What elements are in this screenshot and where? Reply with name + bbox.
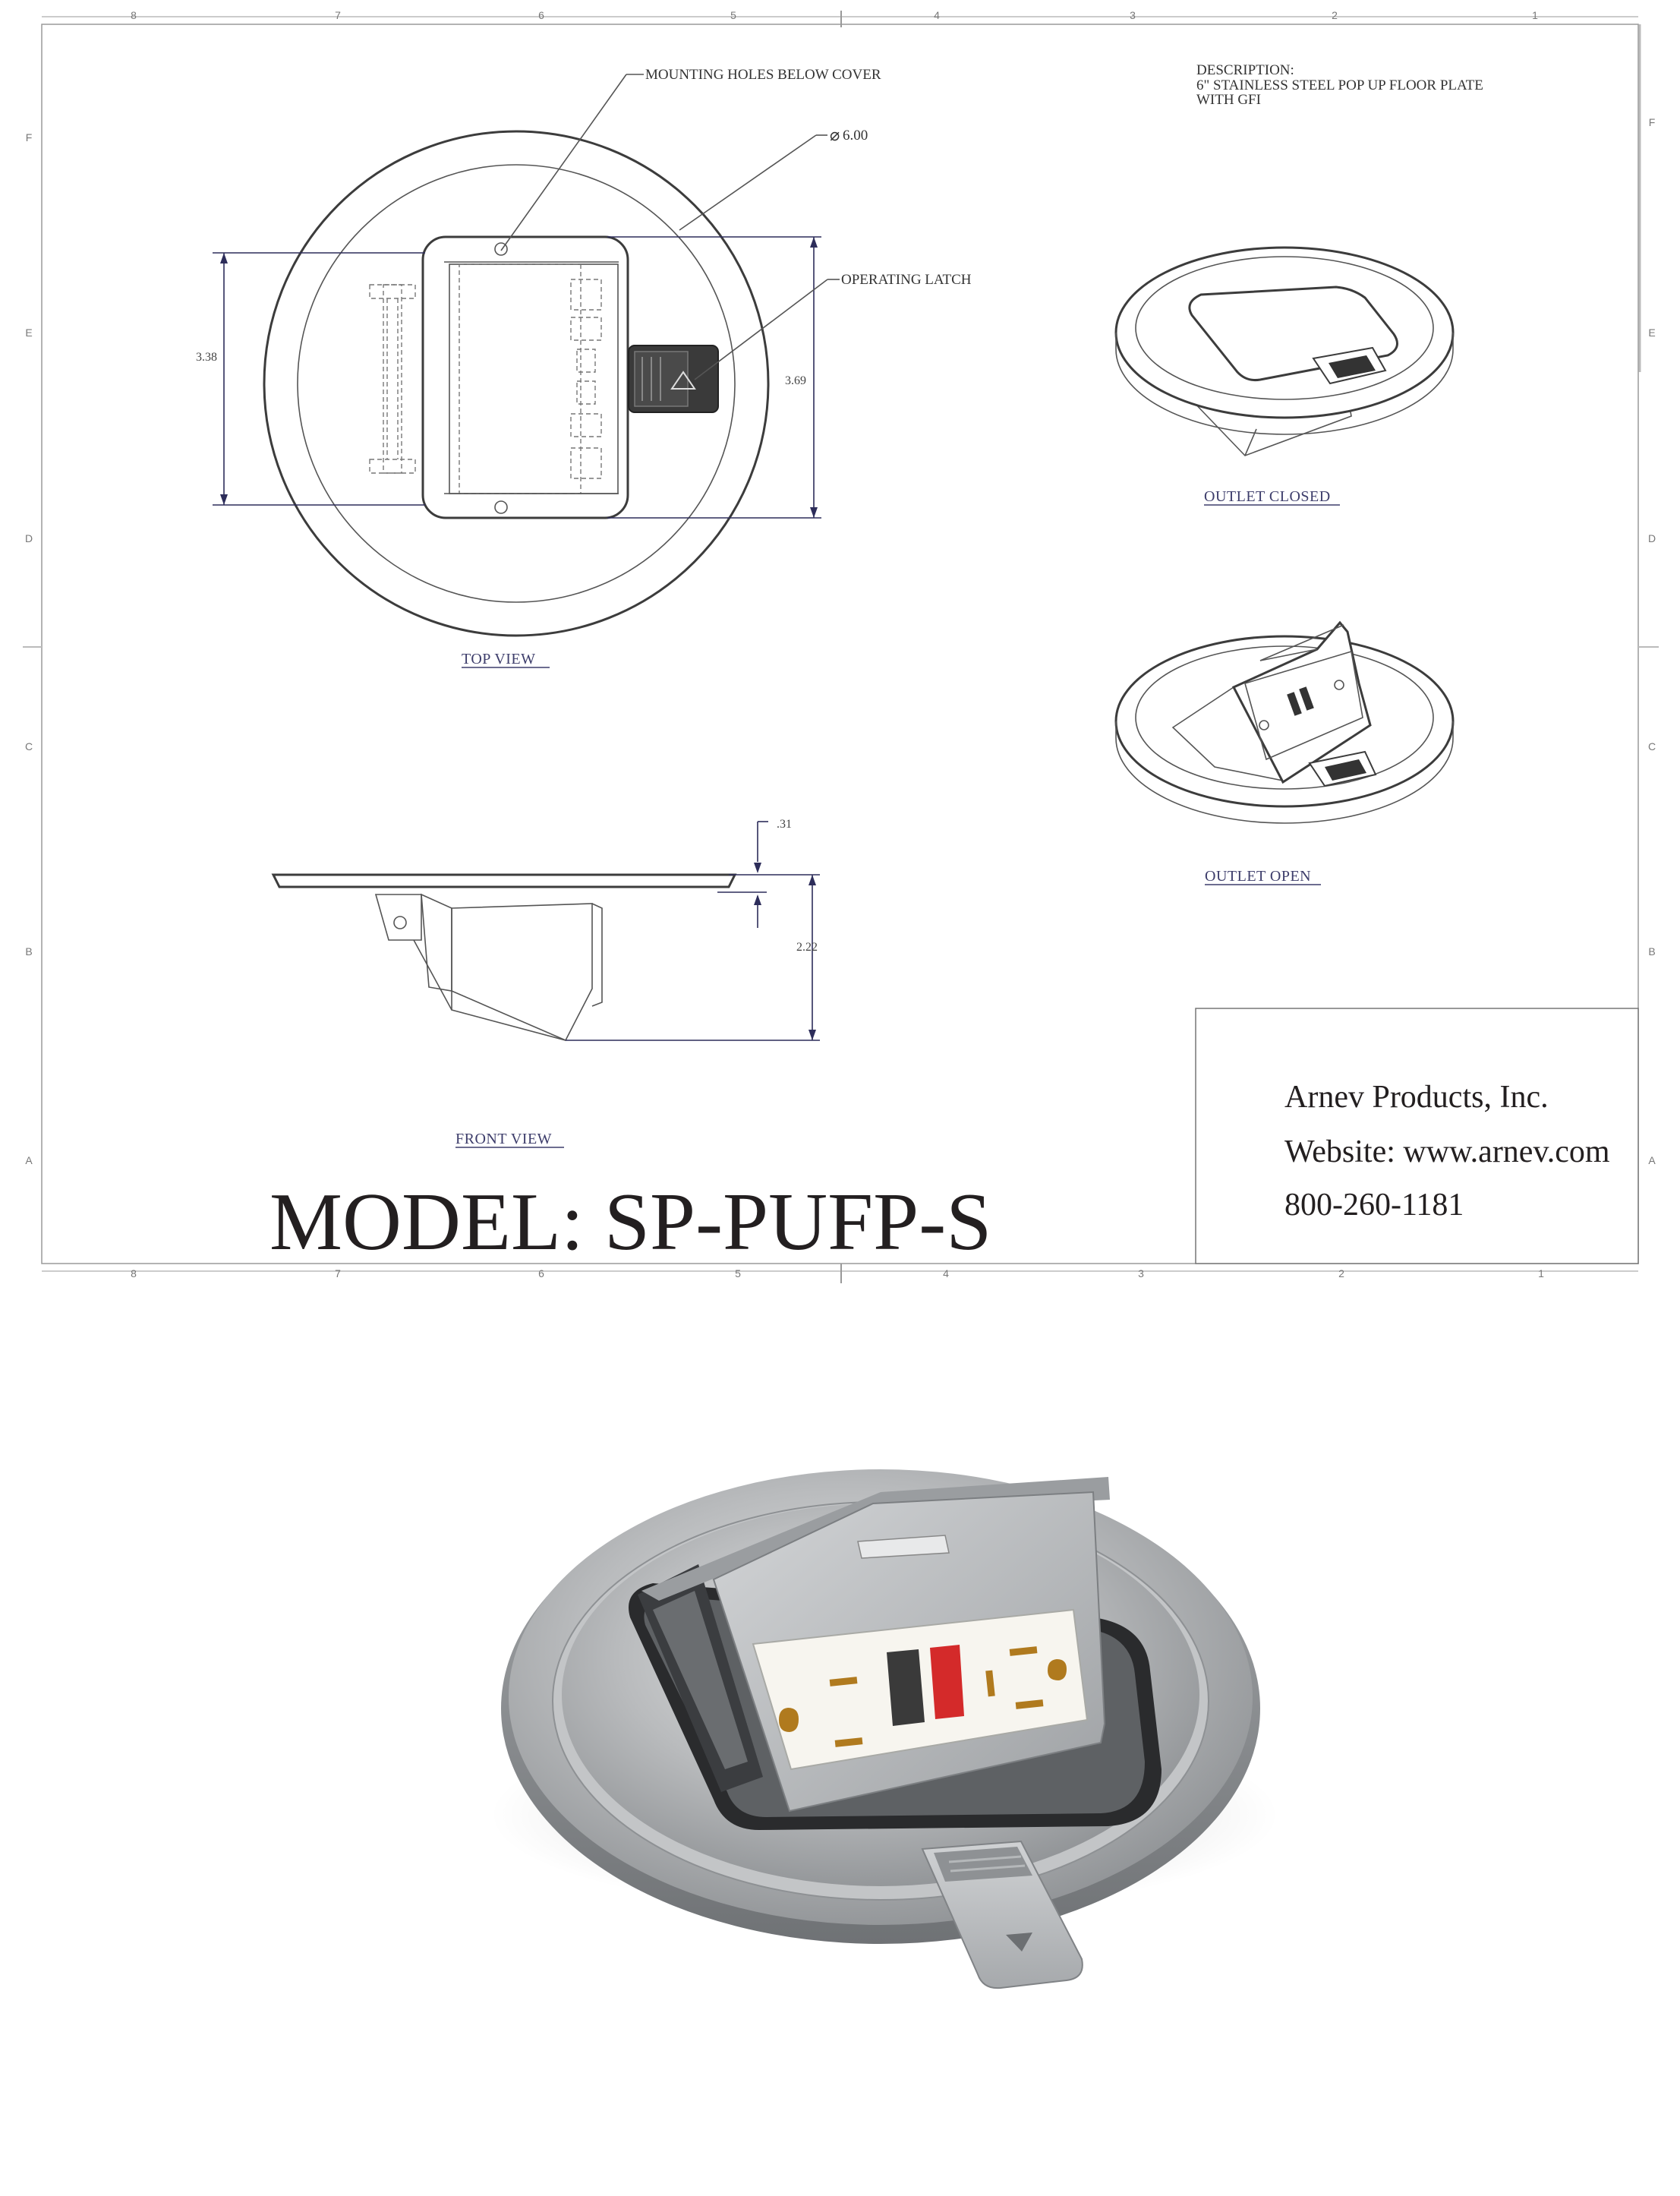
zone-col: 5 [730,9,736,21]
label-outlet-closed: OUTLET CLOSED [1204,488,1331,505]
label-outlet-open: OUTLET OPEN [1205,868,1312,885]
dim-top-right: 3.69 [785,374,806,387]
zone-col: 3 [1138,1267,1144,1279]
zone-row: C [1647,740,1656,753]
zone-columns-bottom [131,1267,1544,1279]
zone-row: A [25,1154,33,1166]
company-website: Website: www.arnev.com [1284,1134,1610,1169]
zone-rows-left [25,131,33,1166]
zone-col: 1 [1538,1267,1544,1279]
zone-col: 4 [943,1267,949,1279]
outlet-closed-drawing [1116,248,1453,456]
zone-col: 8 [131,9,137,21]
zone-row: E [25,327,33,339]
zone-col: 7 [335,9,341,21]
front-view-drawing [273,875,820,1040]
zone-row: B [25,945,33,958]
description-line-1: 6" STAINLESS STEEL POP UP FLOOR PLATE [1196,77,1483,93]
zone-row: F [1648,116,1656,128]
diameter-symbol: ⌀ [830,125,840,144]
callout-operating-latch: OPERATING LATCH [841,272,972,288]
callout-diameter: 6.00 [843,128,868,144]
zone-col: 1 [1532,9,1538,21]
top-view-dimensions [196,237,821,518]
zone-row: B [1648,945,1656,958]
top-view-drawing [264,131,768,636]
front-view-dimensions [717,818,820,1040]
title-block [1196,1008,1638,1264]
mounting-hole-bottom [495,501,507,513]
model-number: MODEL: SP-PUFP-S [269,1177,992,1267]
zone-col: 8 [131,1267,137,1279]
callouts [501,67,972,380]
zone-col: 2 [1338,1267,1344,1279]
zone-col: 6 [538,1267,544,1279]
zone-row: A [1648,1154,1656,1166]
company-name: Arnev Products, Inc. [1284,1080,1549,1115]
label-top-view: TOP VIEW [462,651,536,667]
zone-col: 6 [538,9,544,21]
description-title: DESCRIPTION: [1196,62,1294,78]
outlet-open-drawing [1116,623,1453,823]
dim-top-left: 3.38 [196,351,217,364]
company-phone: 800-260-1181 [1284,1188,1464,1223]
zone-col: 2 [1332,9,1338,21]
zone-row: D [24,532,33,544]
zone-row: D [1647,532,1656,544]
zone-col: 4 [934,9,940,21]
product-photo [490,1469,1279,1988]
callout-mounting-holes: MOUNTING HOLES BELOW COVER [645,67,881,83]
zone-col: 3 [1130,9,1136,21]
zone-row: F [25,131,33,144]
dim-front-depth: 2.22 [796,941,818,954]
description-block [1196,62,1483,108]
zone-columns-top [131,9,1538,21]
operating-latch [629,345,718,412]
description-line-2: WITH GFI [1196,92,1261,108]
zone-row: C [24,740,33,753]
zone-col: 5 [735,1267,741,1279]
zone-col: 7 [335,1267,341,1279]
dim-plate-thickness: .31 [777,818,792,831]
zone-rows-right [1648,116,1656,1166]
label-front-view: FRONT VIEW [455,1131,553,1147]
zone-row: E [1648,327,1656,339]
